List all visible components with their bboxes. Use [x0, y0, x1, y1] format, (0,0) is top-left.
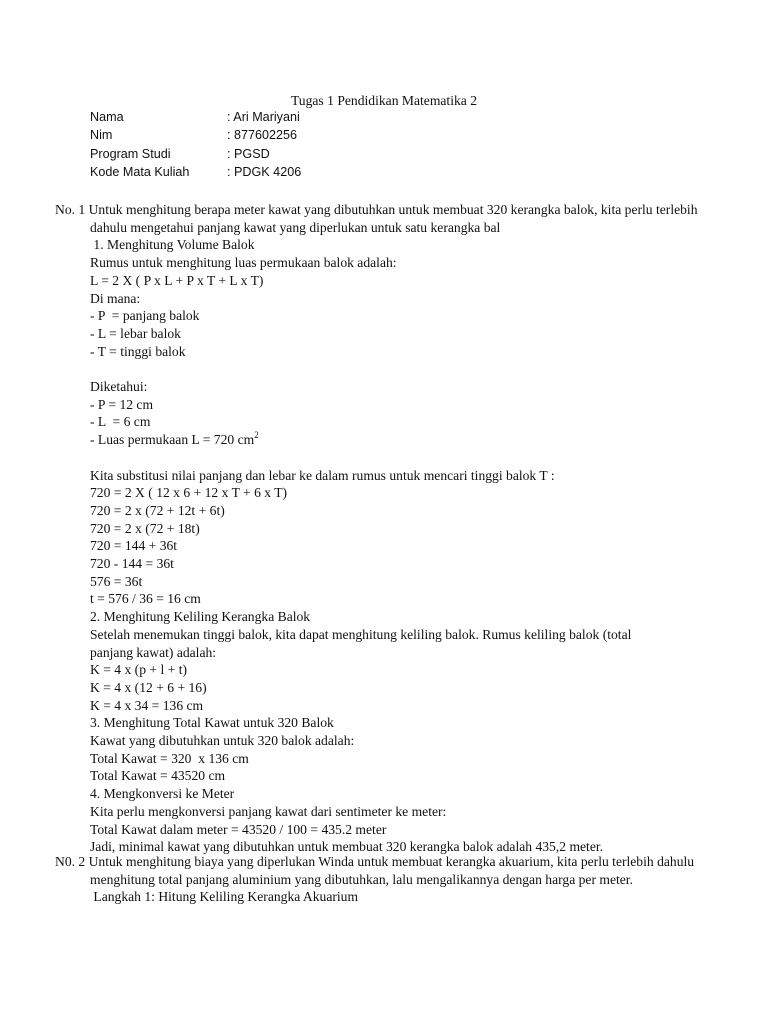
info-value: : Ari Mariyani — [227, 110, 300, 124]
info-row-nama — [90, 108, 301, 126]
known-l: - L = 6 cm — [90, 414, 151, 430]
calc-line: 576 = 36t — [90, 573, 143, 589]
known-label: Diketahui: — [90, 379, 148, 395]
question-1-body — [55, 236, 735, 856]
question-1-heading: No. 1 Untuk menghitung berapa meter kawat yang dibutuhkan untuk membuat 320 kerangka balok, kita perlu terlebih dahulu mengetahui panjang kawat yang diperlukan untuk satu kerangka bal — [55, 202, 698, 235]
total-line: Total Kawat = 320 x 136 cm — [90, 750, 249, 766]
calc-line: 720 - 144 = 36t — [90, 556, 174, 572]
definition-l: - L = lebar balok — [90, 325, 181, 341]
blank-line — [90, 360, 735, 378]
calc-line: 720 = 2 x (72 + 12t + 6t) — [90, 502, 225, 518]
step-text: Kita perlu mengkonversi panjang kawat dari sentimeter ke meter: — [90, 803, 447, 819]
total-line: Total Kawat = 43520 cm — [90, 768, 226, 784]
info-label: Kode Mata Kuliah — [90, 164, 190, 179]
info-row-nim — [90, 126, 301, 144]
definition-t: - T = tinggi balok — [90, 343, 186, 359]
info-label: Nama — [90, 110, 124, 124]
perimeter-line: K = 4 x 34 = 136 cm — [90, 697, 204, 713]
info-row-kode-mata-kuliah — [90, 163, 301, 181]
info-value: : PDGK 4206 — [227, 164, 302, 179]
known-surface-area-text: - Luas permukaan L = 720 cm — [90, 432, 255, 448]
blank-line — [90, 449, 735, 467]
conclusion: Jadi, minimal kawat yang dibutuhkan untuk membuat 320 kerangka balok adalah 435,2 meter. — [90, 839, 604, 855]
known-p: - P = 12 cm — [90, 396, 154, 412]
total-meter-line: Total Kawat dalam meter = 43520 / 100 = 435.2 meter — [90, 821, 387, 837]
question-2-body — [55, 888, 735, 906]
superscript: 2 — [254, 429, 259, 440]
step-title: 4. Mengkonversi ke Meter — [90, 786, 235, 802]
step-text: Kawat yang dibutuhkan untuk 320 balok adalah: — [90, 733, 355, 749]
student-info — [90, 108, 301, 181]
step-title: Langkah 1: Hitung Keliling Kerangka Akuarium — [90, 889, 359, 905]
perimeter-line: K = 4 x (12 + 6 + 16) — [90, 679, 207, 695]
calc-line: 720 = 2 x (72 + 18t) — [90, 520, 200, 536]
definition-p: - P = panjang balok — [90, 308, 200, 324]
question-1 — [55, 201, 735, 856]
info-value: : PGSD — [227, 146, 270, 161]
step-title: 3. Menghitung Total Kawat untuk 320 Balok — [90, 715, 334, 731]
formula: L = 2 X ( P x L + P x T + L x T) — [90, 272, 264, 288]
calc-line: 720 = 144 + 36t — [90, 538, 178, 554]
info-label: Nim — [90, 128, 113, 143]
step-text: Setelah menemukan tinggi balok, kita dapat menghitung keliling balok. Rumus keliling balok (total panjang kawat) adalah: — [90, 626, 632, 660]
where-label: Di mana: — [90, 290, 141, 306]
document-title: Tugas 1 Pendidikan Matematika 2 — [290, 93, 478, 108]
question-2-heading: N0. 2 Untuk menghitung biaya yang diperlukan Winda untuk membuat kerangka akuarium, kita perlu terlebih dahulu menghitung total panjang aluminium yang dibutuhkan, lalu mengalikannya dengan harga per meter. — [55, 854, 695, 887]
formula-intro: Rumus untuk menghitung luas permukaan balok adalah: — [90, 255, 397, 271]
substitution-text: Kita substitusi nilai panjang dan lebar ke dalam rumus untuk mencari tinggi balok T : — [90, 467, 555, 483]
step-title: 1. Menghitung Volume Balok — [90, 237, 255, 253]
info-value: : 877602256 — [227, 128, 298, 143]
info-label: Program Studi — [90, 146, 171, 161]
info-row-program-studi — [90, 145, 301, 163]
step-title: 2. Menghitung Keliling Kerangka Balok — [90, 609, 311, 625]
perimeter-line: K = 4 x (p + l + t) — [90, 662, 188, 678]
known-surface-area — [90, 431, 735, 449]
calc-line: t = 576 / 36 = 16 cm — [90, 591, 201, 607]
calc-line: 720 = 2 X ( 12 x 6 + 12 x T + 6 x T) — [90, 485, 288, 501]
question-2 — [55, 853, 735, 906]
